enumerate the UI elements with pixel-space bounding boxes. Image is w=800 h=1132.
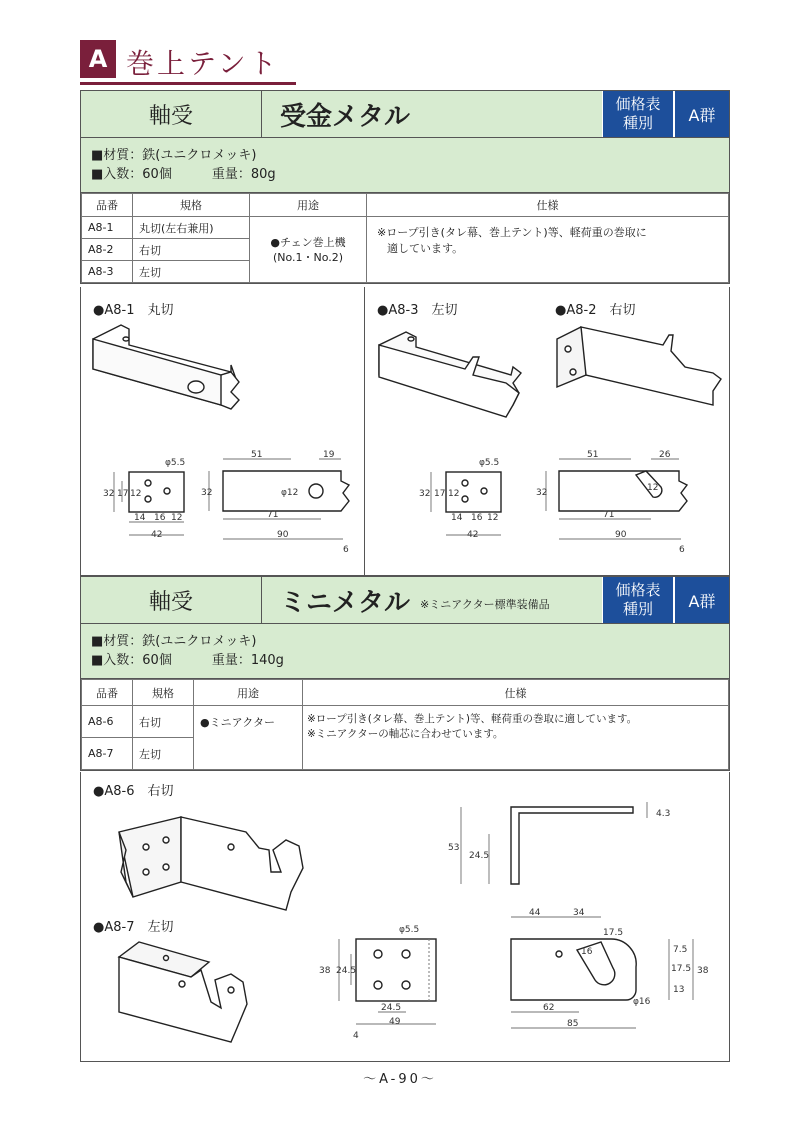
price-type-label xyxy=(602,91,673,137)
product-header xyxy=(81,577,729,624)
row-spec: 左切 xyxy=(133,261,250,283)
product-header xyxy=(81,91,729,138)
drawing-area-1 xyxy=(80,287,730,576)
row-spec: 左切 xyxy=(133,738,194,770)
detail-cell xyxy=(367,217,729,283)
drawing-label-a8-1: ●A8-1 丸切 xyxy=(93,303,174,318)
product-note: ※ミニアクター標準装備品 xyxy=(420,598,550,611)
dim-label: 49 xyxy=(389,1017,401,1027)
material-info xyxy=(81,624,729,679)
iso-a8-3 xyxy=(379,332,521,417)
dim-label: 7.5 xyxy=(673,945,688,955)
dim-label: φ16 xyxy=(633,997,651,1007)
price-group: A群 xyxy=(673,91,729,137)
detail-line2: ※ミニアクターの軸芯に合わせています。 xyxy=(307,728,504,740)
row-code: A8-3 xyxy=(82,261,133,283)
dim-label: 19 xyxy=(323,450,335,460)
row-spec: 右切 xyxy=(133,239,250,261)
drawing-label-a8-7: ●A8-7 左切 xyxy=(93,920,174,935)
dim-label: 71 xyxy=(267,510,279,520)
dim-label: φ5.5 xyxy=(165,458,186,468)
iso-a8-6 xyxy=(119,817,303,910)
dim-label: 53 xyxy=(448,843,460,853)
dim-label: 12 xyxy=(647,483,659,493)
side-view-a8-6 xyxy=(448,802,670,884)
dim-label: 90 xyxy=(615,530,627,540)
dim-label: 24.5 xyxy=(381,1003,402,1013)
drawing-svg-1 xyxy=(81,287,729,576)
dim-label: 90 xyxy=(277,530,289,540)
dim-label: 85 xyxy=(567,1019,579,1029)
col-header-spec: 規格 xyxy=(133,680,194,706)
dim-label: 62 xyxy=(543,1003,555,1013)
dim-label: 17.5 xyxy=(671,964,692,974)
price-label-line2: 種別 xyxy=(622,114,653,132)
material-text: ■材質：鉄(ユニクロメッキ) xyxy=(91,634,257,649)
flat-long-a8-3 xyxy=(536,450,687,555)
iso-a8-2 xyxy=(557,327,721,405)
table-header-row xyxy=(82,680,729,706)
dim-label: 4.3 xyxy=(656,809,671,819)
product-name-text: 受金メタル xyxy=(280,101,411,132)
dim-label: 6 xyxy=(679,545,685,555)
drawing-label-a8-6: ●A8-6 右切 xyxy=(93,784,174,799)
product-block-uke-metal xyxy=(80,90,730,284)
col-header-detail: 仕様 xyxy=(367,194,729,217)
detail-line2: 適しています。 xyxy=(387,242,464,255)
dim-label: 4 xyxy=(353,1031,359,1041)
dim-label: 32 xyxy=(201,488,213,498)
row-code: A8-7 xyxy=(82,738,133,770)
table-row xyxy=(82,706,729,738)
dim-label: 17 xyxy=(434,489,446,499)
usage-cell xyxy=(194,706,303,770)
dim-label: 12 xyxy=(448,489,460,499)
dim-label: 6 xyxy=(343,545,349,555)
weight-text: 重量：80g xyxy=(211,167,276,182)
product-name-text: ミニメタル xyxy=(280,587,411,618)
dim-label: 16 xyxy=(581,947,593,957)
usage-line2: (No.1・No.2) xyxy=(272,250,344,264)
detail-cell xyxy=(303,706,729,770)
dim-label: 12 xyxy=(171,513,183,523)
dim-label: 51 xyxy=(587,450,599,460)
col-header-detail: 仕様 xyxy=(303,680,729,706)
section-header xyxy=(80,40,300,80)
detail-line1: ※ロープ引き(タレ幕、巻上テント)等、軽荷重の巻取に xyxy=(377,226,647,239)
table-header-row xyxy=(82,194,729,217)
row-code: A8-6 xyxy=(82,706,133,738)
weight-text: 重量：140g xyxy=(211,653,284,668)
dim-label: 17 xyxy=(117,489,129,499)
material-info xyxy=(81,138,729,193)
product-block-mini-metal xyxy=(80,576,730,771)
dim-label: 71 xyxy=(603,510,615,520)
quantity-text: ■入数：60個 xyxy=(91,167,172,182)
dim-label: 14 xyxy=(451,513,463,523)
price-type-label xyxy=(602,577,673,623)
dim-label: 42 xyxy=(151,530,163,540)
iso-a8-7 xyxy=(119,942,247,1042)
dim-label: 14 xyxy=(134,513,146,523)
section-badge: A xyxy=(80,40,116,78)
usage-line1: ●チェン巻上機 xyxy=(270,235,346,249)
spec-table xyxy=(81,193,729,283)
front-view-a8-7 xyxy=(319,925,436,1041)
material-text: ■材質：鉄(ユニクロメッキ) xyxy=(91,148,257,163)
drawing-label-a8-2: ●A8-2 右切 xyxy=(555,303,636,318)
row-code: A8-1 xyxy=(82,217,133,239)
drawing-svg-2 xyxy=(81,772,729,1062)
dim-label: φ12 xyxy=(281,488,299,498)
price-label-line1: 価格表 xyxy=(615,95,661,113)
row-spec: 丸切(左右兼用) xyxy=(133,217,250,239)
spec-table xyxy=(81,679,729,770)
dim-label: 16 xyxy=(471,513,483,523)
row-spec: 右切 xyxy=(133,706,194,738)
usage-line1: ●ミニアクター xyxy=(200,716,276,729)
flat-small-a8-1 xyxy=(103,458,185,540)
dim-label: 32 xyxy=(536,488,548,498)
price-group: A群 xyxy=(673,577,729,623)
dim-label: 32 xyxy=(103,489,115,499)
dim-label: φ5.5 xyxy=(399,925,420,935)
section-underline xyxy=(80,82,296,85)
product-name xyxy=(262,91,602,137)
dim-label: 34 xyxy=(573,908,585,918)
long-view-a8-7 xyxy=(511,908,709,1029)
flat-long-a8-1 xyxy=(201,450,349,555)
flat-small-a8-3 xyxy=(419,458,501,540)
drawing-area-2 xyxy=(80,772,730,1062)
usage-cell xyxy=(250,217,367,283)
dim-label: 12 xyxy=(130,489,142,499)
dim-label: 38 xyxy=(697,966,709,976)
dim-label: 42 xyxy=(467,530,479,540)
dim-label: 32 xyxy=(419,489,431,499)
dim-label: 16 xyxy=(154,513,166,523)
product-category: 軸受 xyxy=(81,91,262,137)
quantity-text: ■入数：60個 xyxy=(91,653,172,668)
row-code: A8-2 xyxy=(82,239,133,261)
section-title: 巻上テント xyxy=(126,47,280,80)
col-header-usage: 用途 xyxy=(194,680,303,706)
price-label-line2: 種別 xyxy=(622,600,653,618)
dim-label: 13 xyxy=(673,985,685,995)
dim-label: 24.5 xyxy=(336,966,357,976)
product-name xyxy=(262,577,602,623)
col-header-code: 品番 xyxy=(82,680,133,706)
dim-label: 38 xyxy=(319,966,331,976)
dim-label: 51 xyxy=(251,450,263,460)
page-number: ～A-90～ xyxy=(363,1072,437,1087)
table-row xyxy=(82,217,729,239)
dim-label: 12 xyxy=(487,513,499,523)
dim-label: 24.5 xyxy=(469,851,490,861)
price-label-line1: 価格表 xyxy=(615,581,661,599)
dim-label: 17.5 xyxy=(603,928,624,938)
product-category: 軸受 xyxy=(81,577,262,623)
col-header-usage: 用途 xyxy=(250,194,367,217)
detail-line1: ※ロープ引き(タレ幕、巻上テント)等、軽荷重の巻取に適しています。 xyxy=(307,713,638,725)
col-header-code: 品番 xyxy=(82,194,133,217)
col-header-spec: 規格 xyxy=(133,194,250,217)
iso-a8-1 xyxy=(93,325,239,409)
dim-label: 26 xyxy=(659,450,671,460)
dim-label: φ5.5 xyxy=(479,458,500,468)
dim-label: 44 xyxy=(529,908,541,918)
drawing-label-a8-3: ●A8-3 左切 xyxy=(377,303,458,318)
